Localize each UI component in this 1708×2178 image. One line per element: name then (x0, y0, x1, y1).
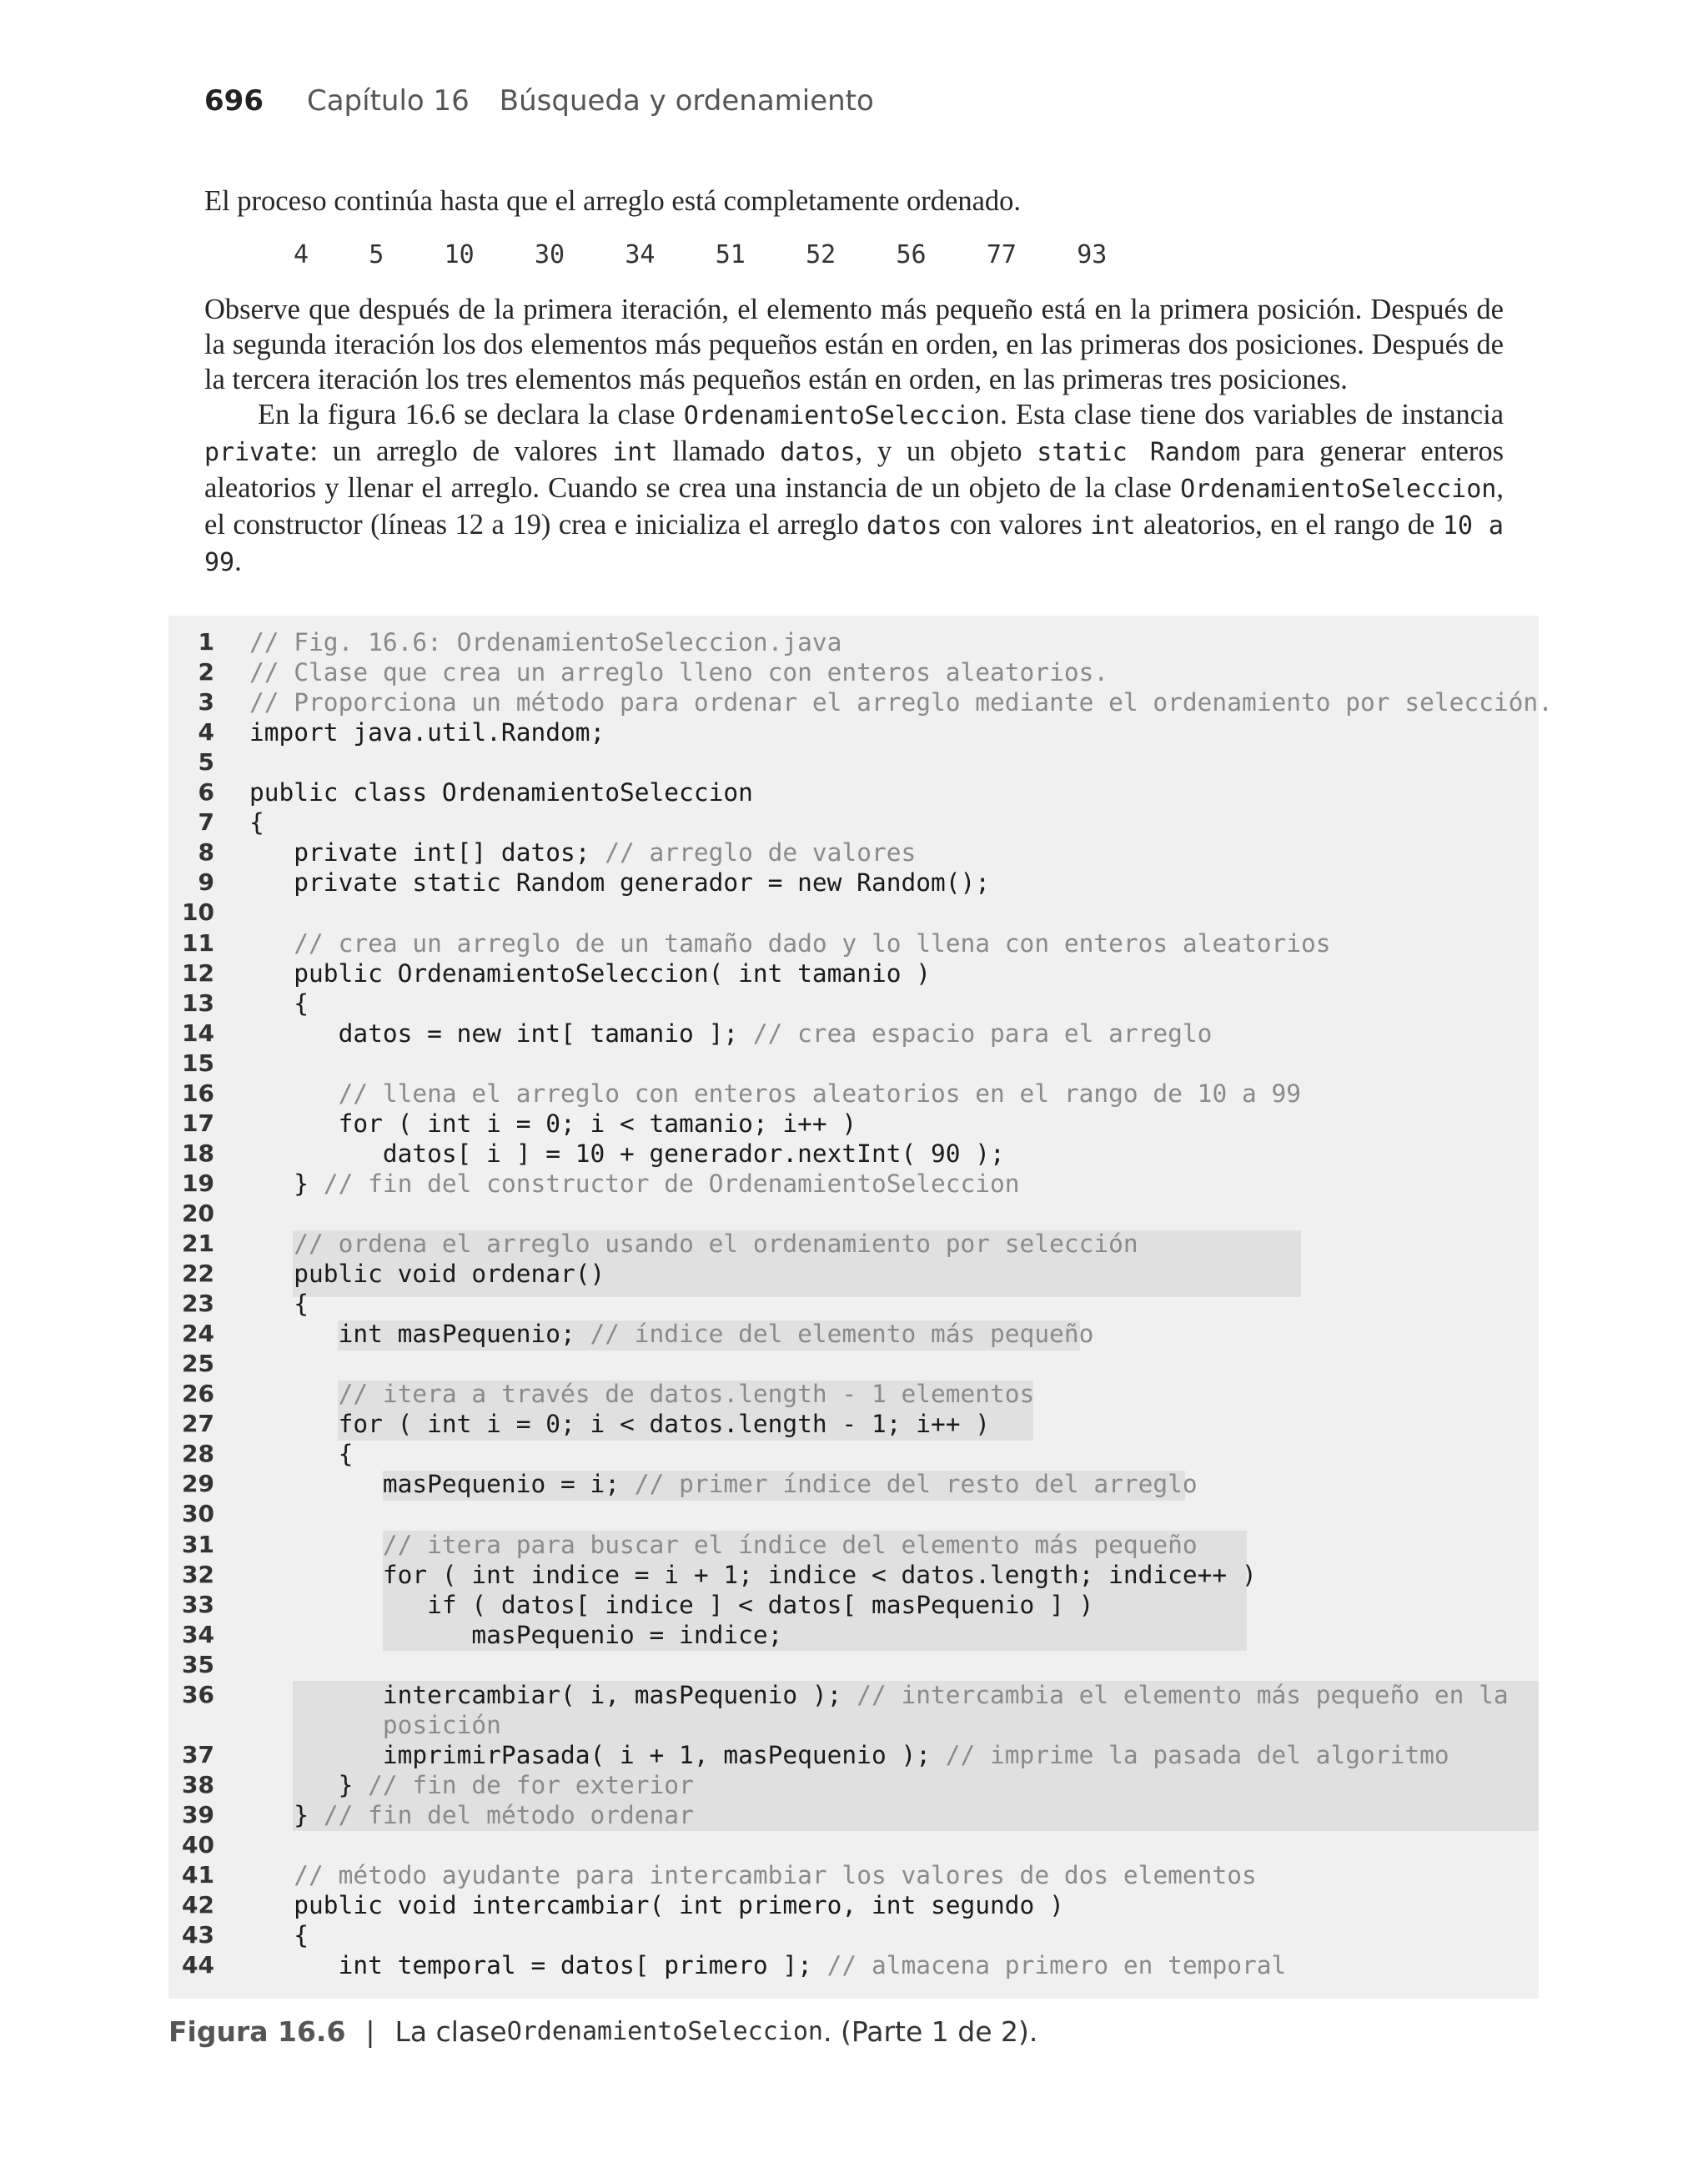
line-number: 15 (182, 1049, 214, 1077)
chapter-label: Capítulo 16 (306, 84, 470, 118)
line-number: 36 (182, 1680, 214, 1708)
code-text: for ( int indice = i + 1; indice < datos.length; indice++ ) (249, 1560, 1257, 1589)
line-number: 16 (182, 1079, 214, 1107)
line-text (249, 687, 1553, 717)
code-comment: // Proporciona un método para ordenar el arreglo mediante el ordenamiento por selección. (249, 688, 1553, 717)
line-text (249, 1019, 1212, 1049)
code-line (168, 747, 1539, 777)
code-text: intercambiar( i, masPequenio ); (249, 1680, 857, 1709)
code-comment: // almacena primero en temporal (826, 1951, 1287, 1980)
line-text (249, 627, 841, 657)
code-line (168, 1890, 1539, 1920)
code-line (168, 988, 1539, 1019)
figure-caption (168, 2010, 1037, 2052)
line-text (249, 1950, 1286, 1980)
line-number: 9 (198, 868, 214, 897)
line-number: 33 (182, 1590, 214, 1618)
code-text: if ( datos[ indice ] < datos[ masPequenio ] ) (249, 1590, 1094, 1619)
code-line (168, 1019, 1539, 1049)
line-text (249, 1770, 694, 1800)
line-number: 35 (182, 1650, 214, 1678)
line-number: 17 (182, 1109, 214, 1137)
code-text: masPequenio = i; (249, 1470, 635, 1499)
text-run: . (234, 546, 242, 577)
code-text: masPequenio = indice; (249, 1620, 783, 1649)
line-number: 4 (198, 718, 214, 747)
intro-paragraph (204, 184, 1504, 219)
line-text (249, 868, 990, 898)
code-line (168, 1650, 1539, 1680)
chapter-title: Búsqueda y ordenamiento (499, 84, 874, 118)
line-text (249, 1439, 353, 1469)
line-text (249, 928, 1331, 958)
line-number: 42 (182, 1891, 214, 1919)
paragraph-iterations-text: Observe que después de la primera iteración, el elemento más pequeño está en la primera posición. Después de la segunda iteración los dos elementos más pequeños están en orden, en las primeras dos posiciones. Después de la tercera iteración los tres elementos más pequeños están en orden, en las primeras tres posiciones. (204, 294, 1504, 395)
line-number: 29 (182, 1470, 214, 1498)
line-text (249, 777, 753, 807)
code-line (168, 958, 1539, 988)
line-number: 3 (198, 688, 214, 717)
line-text (249, 717, 605, 747)
line-number: 41 (182, 1861, 214, 1889)
code-text: datos[ i ] = 10 + generador.nextInt( 90 ); (249, 1139, 1005, 1168)
code-line (168, 1379, 1539, 1409)
line-text (249, 1109, 857, 1139)
line-number: 25 (182, 1350, 214, 1378)
code-line (168, 1199, 1539, 1229)
line-text (249, 837, 916, 868)
code-line (168, 1049, 1539, 1079)
line-number: 43 (182, 1921, 214, 1949)
code-text: private static Random generador = new Random(); (249, 868, 991, 898)
line-text (249, 1259, 605, 1289)
text-run: . Esta clase tiene dos variables de instancia (1000, 399, 1505, 430)
line-text (249, 1800, 694, 1830)
code-line (168, 1680, 1539, 1710)
code-line (168, 928, 1539, 958)
line-number: 14 (182, 1019, 214, 1047)
code-text: { (249, 988, 309, 1018)
paragraph-class-description-text (204, 397, 1504, 581)
code-line (168, 807, 1539, 837)
line-number: 39 (182, 1800, 214, 1828)
code-comment: // Fig. 16.6: OrdenamientoSeleccion.java (249, 628, 842, 656)
code-text: public class OrdenamientoSeleccion (249, 778, 753, 807)
code-line (168, 717, 1539, 747)
line-text (249, 1590, 1093, 1620)
line-number: 18 (182, 1139, 214, 1167)
line-number: 22 (182, 1260, 214, 1288)
text-run: En la figura 16.6 se declara la clase (258, 399, 684, 430)
code-text: int temporal = datos[ primero ]; (249, 1951, 827, 1980)
code-line (168, 1950, 1539, 1980)
code-comment: // intercambia el elemento más pequeño en la (857, 1680, 1509, 1709)
code-line (168, 1620, 1539, 1650)
caption-separator: | (365, 2015, 375, 2048)
line-number: 1 (198, 628, 214, 656)
text-run: llamado (657, 435, 781, 467)
line-text (249, 958, 931, 988)
code-comment: // índice del elemento más pequeño (590, 1320, 1094, 1349)
code-line (168, 657, 1539, 687)
inline-code: OrdenamientoSeleccion (1180, 475, 1497, 504)
text-run: con valores (942, 509, 1091, 541)
code-line (168, 1439, 1539, 1469)
line-number: 6 (198, 778, 214, 807)
paragraph-iterations (204, 292, 1504, 397)
code-comment: // ordena el arreglo usando el ordenamiento por selección (294, 1230, 1138, 1258)
inline-code: private (204, 438, 310, 467)
code-text: { (249, 1440, 354, 1469)
caption-code: OrdenamientoSeleccion (506, 2016, 823, 2046)
line-number: 28 (182, 1440, 214, 1468)
line-text (249, 1229, 1138, 1259)
code-text (249, 1230, 294, 1258)
line-number: 27 (182, 1410, 214, 1438)
line-text (249, 988, 309, 1019)
code-text: imprimirPasada( i + 1, masPequenio ); (249, 1740, 946, 1769)
code-line (168, 1740, 1539, 1770)
code-line (168, 687, 1553, 717)
code-line (168, 1800, 1539, 1830)
code-comment: // itera a través de datos.length - 1 elementos (338, 1380, 1035, 1409)
running-header (204, 80, 874, 122)
code-text: int masPequenio; (249, 1320, 590, 1349)
code-text (249, 1531, 383, 1559)
code-text: public void intercambiar( int primero, int segundo ) (249, 1891, 1064, 1920)
code-line (168, 1710, 1539, 1740)
line-text (249, 1620, 782, 1650)
line-text (249, 1890, 1064, 1920)
line-text (249, 1409, 990, 1439)
code-text (249, 1079, 339, 1108)
code-text: private int[] datos; (249, 838, 605, 868)
code-line (168, 1469, 1539, 1499)
code-text: for ( int i = 0; i < tamanio; i++ ) (249, 1109, 857, 1138)
line-number: 21 (182, 1230, 214, 1257)
code-line (168, 1349, 1539, 1379)
code-comment: posición (382, 1710, 501, 1739)
line-number: 37 (182, 1740, 214, 1768)
code-line (168, 1499, 1539, 1529)
paragraph-class-description (204, 397, 1504, 581)
code-text (249, 1861, 294, 1889)
line-number: 32 (182, 1560, 214, 1588)
inline-code: static Random (1037, 438, 1241, 467)
line-number: 2 (198, 658, 214, 687)
inline-code: OrdenamientoSeleccion (683, 401, 1001, 430)
code-comment: // crea un arreglo de un tamaño dado y lo llena con enteros aleatorios (294, 928, 1331, 958)
code-line (168, 1409, 1539, 1439)
line-number: 8 (198, 838, 214, 867)
code-text: public OrdenamientoSeleccion( int tamanio ) (249, 958, 931, 988)
code-line (168, 1079, 1539, 1109)
code-text: for ( int i = 0; i < datos.length - 1; i++ ) (249, 1410, 991, 1439)
code-text (249, 1711, 383, 1739)
line-text (249, 1319, 1093, 1349)
line-text (249, 807, 264, 837)
line-number: 10 (182, 898, 214, 927)
text-run: aleatorios, en el rango de (1135, 509, 1443, 541)
line-text (249, 1680, 1509, 1710)
line-text (249, 1530, 1198, 1560)
intro-text: El proceso continúa hasta que el arreglo está completamente ordenado. (204, 185, 1022, 217)
code-line (168, 1289, 1539, 1319)
sorted-array: 4 5 10 30 34 51 52 56 77 93 (294, 240, 1108, 269)
code-line (168, 627, 1539, 657)
line-number: 34 (182, 1620, 214, 1648)
text-run: , y un objeto (855, 435, 1037, 467)
line-number: 5 (198, 748, 214, 777)
inline-code: int (612, 438, 658, 467)
code-text: { (249, 1290, 309, 1319)
code-comment: // fin de for exterior (368, 1770, 694, 1799)
code-comment: // itera para buscar el índice del elemento más pequeño (382, 1530, 1198, 1559)
code-comment: // método ayudante para intercambiar los valores de dos elementos (294, 1861, 1257, 1890)
code-line (168, 1830, 1539, 1860)
code-line (168, 1920, 1539, 1950)
text-run: : un arreglo de valores (309, 435, 613, 467)
code-line (168, 1590, 1539, 1620)
line-text (249, 1710, 501, 1740)
inline-code: datos (780, 438, 856, 467)
code-line (168, 1560, 1539, 1590)
line-number: 38 (182, 1770, 214, 1798)
code-comment: // llena el arreglo con enteros aleatorios en el rango de 10 a 99 (338, 1079, 1302, 1108)
line-number: 26 (182, 1380, 214, 1408)
code-text (249, 929, 294, 958)
code-line (168, 1229, 1539, 1259)
line-text (249, 1079, 1301, 1109)
line-number: 24 (182, 1320, 214, 1348)
text-run: para generar enteros aleatorios y llenar el arreglo. Cuando se crea una instancia de un objeto de la clase (204, 435, 1505, 504)
line-number: 11 (182, 928, 214, 957)
line-number: 13 (182, 988, 214, 1017)
code-line (168, 898, 1539, 928)
line-number: 7 (198, 808, 214, 837)
line-number: 19 (182, 1169, 214, 1197)
line-number: 20 (182, 1199, 214, 1227)
line-text (249, 657, 1108, 687)
line-text (249, 1139, 1005, 1169)
line-number: 30 (182, 1500, 214, 1528)
line-text (249, 1920, 309, 1950)
line-number: 12 (182, 958, 214, 987)
code-comment: // fin del constructor de OrdenamientoSeleccion (323, 1169, 1020, 1198)
inline-code: 10 a 99 (204, 511, 1504, 577)
line-number: 44 (182, 1951, 214, 1979)
code-text: } (249, 1800, 324, 1829)
code-text: { (249, 1921, 309, 1950)
code-line (168, 1319, 1539, 1349)
line-number: 23 (182, 1290, 214, 1318)
code-line (168, 1109, 1539, 1139)
code-comment: // arreglo de valores (605, 838, 917, 868)
code-line (168, 837, 1539, 868)
page-number: 696 (204, 84, 264, 118)
code-comment: // fin del método ordenar (323, 1800, 694, 1829)
caption-pre: La clase (394, 2015, 507, 2048)
code-text: public void ordenar() (249, 1260, 605, 1289)
code-line (168, 1860, 1539, 1890)
line-number: 31 (182, 1530, 214, 1558)
code-comment: // crea espacio para el arreglo (752, 1019, 1213, 1048)
line-text (249, 1860, 1257, 1890)
inline-code: datos (867, 511, 942, 541)
code-comment: // imprime la pasada del algoritmo (945, 1740, 1449, 1769)
line-number: 40 (182, 1831, 214, 1859)
code-text: datos = new int[ tamanio ]; (249, 1019, 753, 1048)
figure-label: Figura 16.6 (168, 2015, 346, 2048)
line-text (249, 1379, 1034, 1409)
text-run: , el constructor (líneas 12 a 19) crea e inicializa el arreglo (204, 472, 1504, 541)
code-line (168, 868, 1539, 898)
code-line (168, 777, 1539, 807)
code-line (168, 1139, 1539, 1169)
code-comment: // primer índice del resto del arreglo (634, 1470, 1198, 1499)
code-text: } (249, 1770, 369, 1799)
line-text (249, 1289, 309, 1319)
code-text (249, 1380, 339, 1408)
code-line (168, 1259, 1539, 1289)
inline-code: int (1090, 511, 1136, 541)
code-listing (168, 616, 1553, 1999)
line-text (249, 1469, 1198, 1499)
code-comment: // Clase que crea un arreglo lleno con enteros aleatorios. (249, 658, 1109, 687)
code-text: } (249, 1169, 324, 1198)
code-line (168, 1770, 1539, 1800)
code-line (168, 1169, 1539, 1199)
code-text: { (249, 808, 264, 837)
code-line (168, 1530, 1539, 1560)
line-text (249, 1740, 1449, 1770)
caption-post: . (Parte 1 de 2). (822, 2015, 1038, 2048)
line-text (249, 1169, 1020, 1199)
code-text: import java.util.Random; (249, 718, 605, 747)
line-text (249, 1560, 1257, 1590)
